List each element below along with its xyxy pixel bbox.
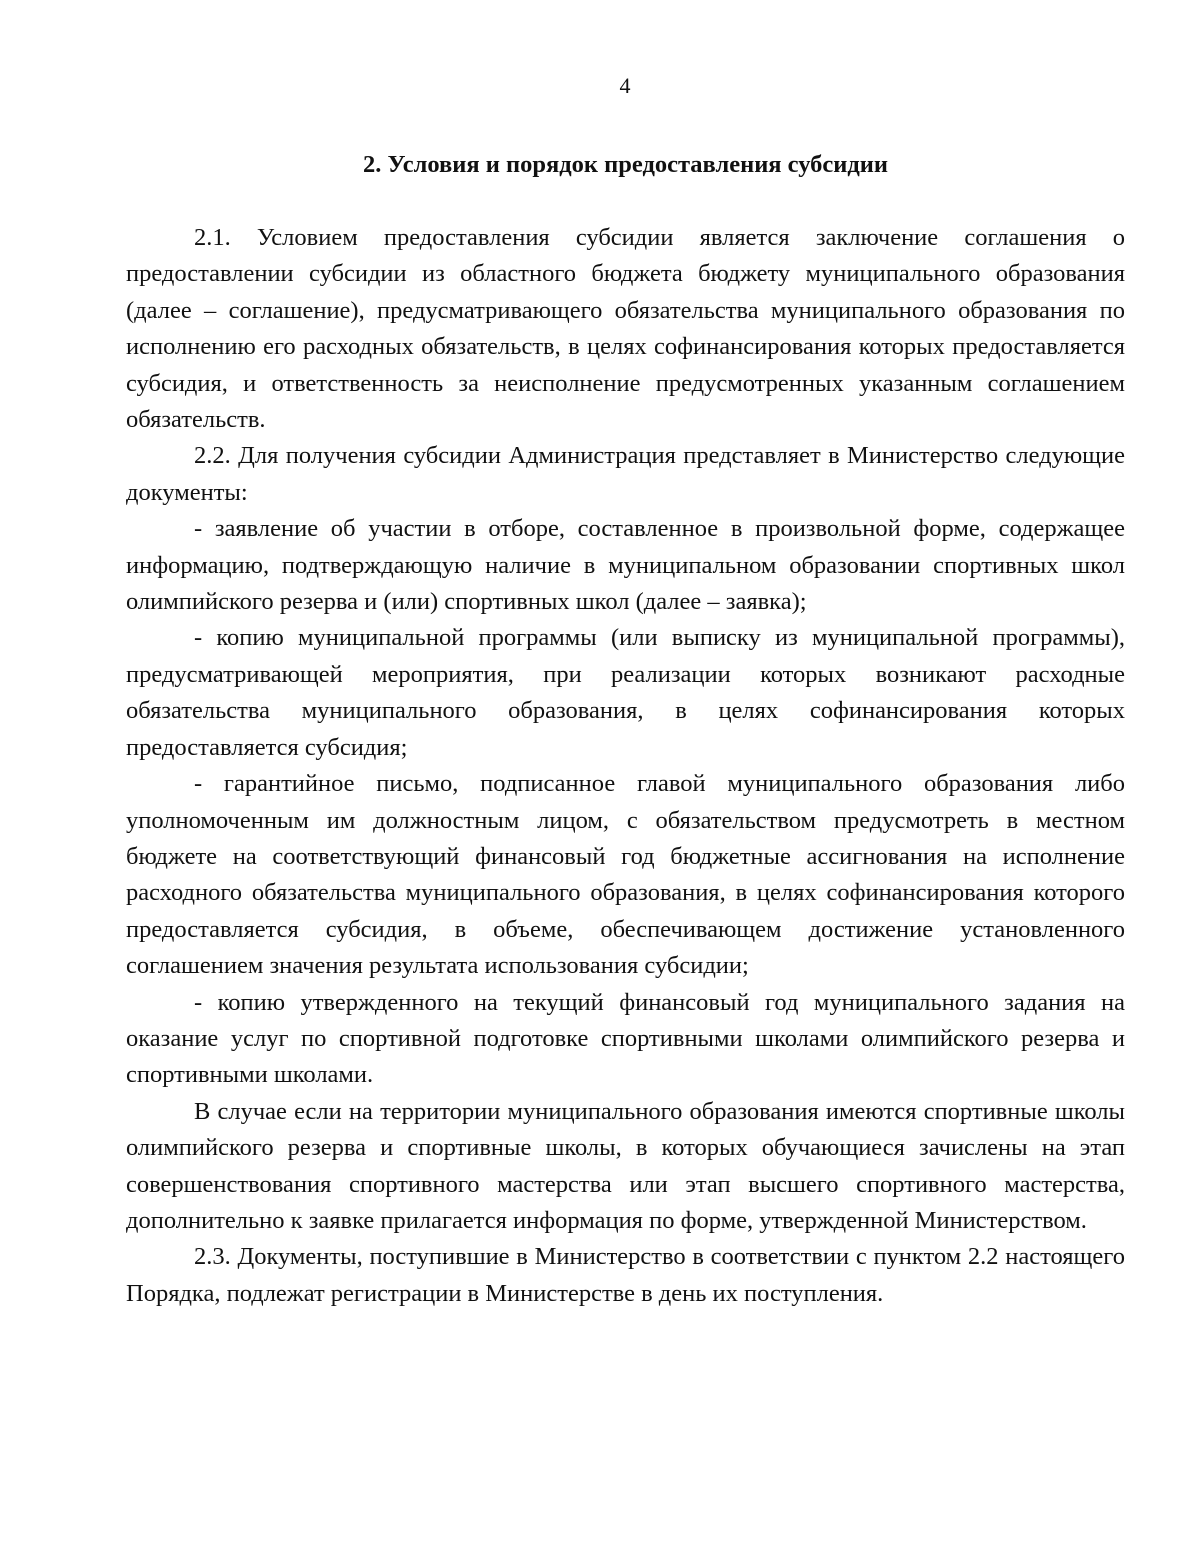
body-text (126, 220, 1125, 1312)
paragraph-2-1: 2.1. Условием предоставления субсидии является заключение соглашения о предоставлении субсидии из областного бюджета бюджету муниципального образования (далее – соглашение), предусматривающего обязательства муниципального образования по исполнению его расходных обязательств, в целях софинансирования которых предоставляется субсидия, и ответственность за неисполнение предусмотренных указанным соглашением обязательств. (126, 224, 1125, 434)
list-item-task-copy: - копию утвержденного на текущий финансовый год муниципального задания на оказание услуг по спортивной подготовке спортивными школами олимпийского резерва и спортивными школами. (126, 988, 1125, 1089)
paragraph-2-3: 2.3. Документы, поступившие в Министерство в соответствии с пунктом 2.2 настоящего Порядка, подлежат регистрации в Министерстве в день их поступления. (126, 1243, 1125, 1307)
list-item-guarantee-letter: - гарантийное письмо, подписанное главой муниципального образования либо уполномоченным им должностным лицом, с обязательством предусмотреть в местном бюджете на соответствующий финансовый год бюджетные ассигнования на исполнение расходного обязательства муниципального образования, в целях софинансирования которого предоставляется субсидия, в объеме, обеспечивающем достижение установленного соглашением значения результата использования субсидии; (126, 770, 1125, 980)
list-item-program-copy: - копию муниципальной программы (или выписку из муниципальной программы), предусматривающей мероприятия, при реализации которых возникают расходные обязательства муниципального образования, в целях софинансирования которых предоставляется субсидия; (126, 624, 1125, 761)
page-number: 4 (619, 73, 631, 98)
paragraph-additional-info: В случае если на территории муниципального образования имеются спортивные школы олимпийского резерва и спортивные школы, в которых обучающиеся зачислены на этап совершенствования спортивного мастерства или этап высшего спортивного мастерства, дополнительно к заявке прилагается информация по форме, утвержденной Министерством. (126, 1097, 1125, 1234)
list-item-application: - заявление об участии в отборе, составленное в произвольной форме, содержащее информацию, подтверждающую наличие в муниципальном образовании спортивных школ олимпийского резерва и (или) спортивных школ (далее – заявка); (126, 515, 1125, 616)
section-title: 2. Условия и порядок предоставления субсидии (362, 151, 889, 178)
paragraph-2-2: 2.2. Для получения субсидии Администрация представляет в Министерство следующие документы: (126, 442, 1125, 506)
